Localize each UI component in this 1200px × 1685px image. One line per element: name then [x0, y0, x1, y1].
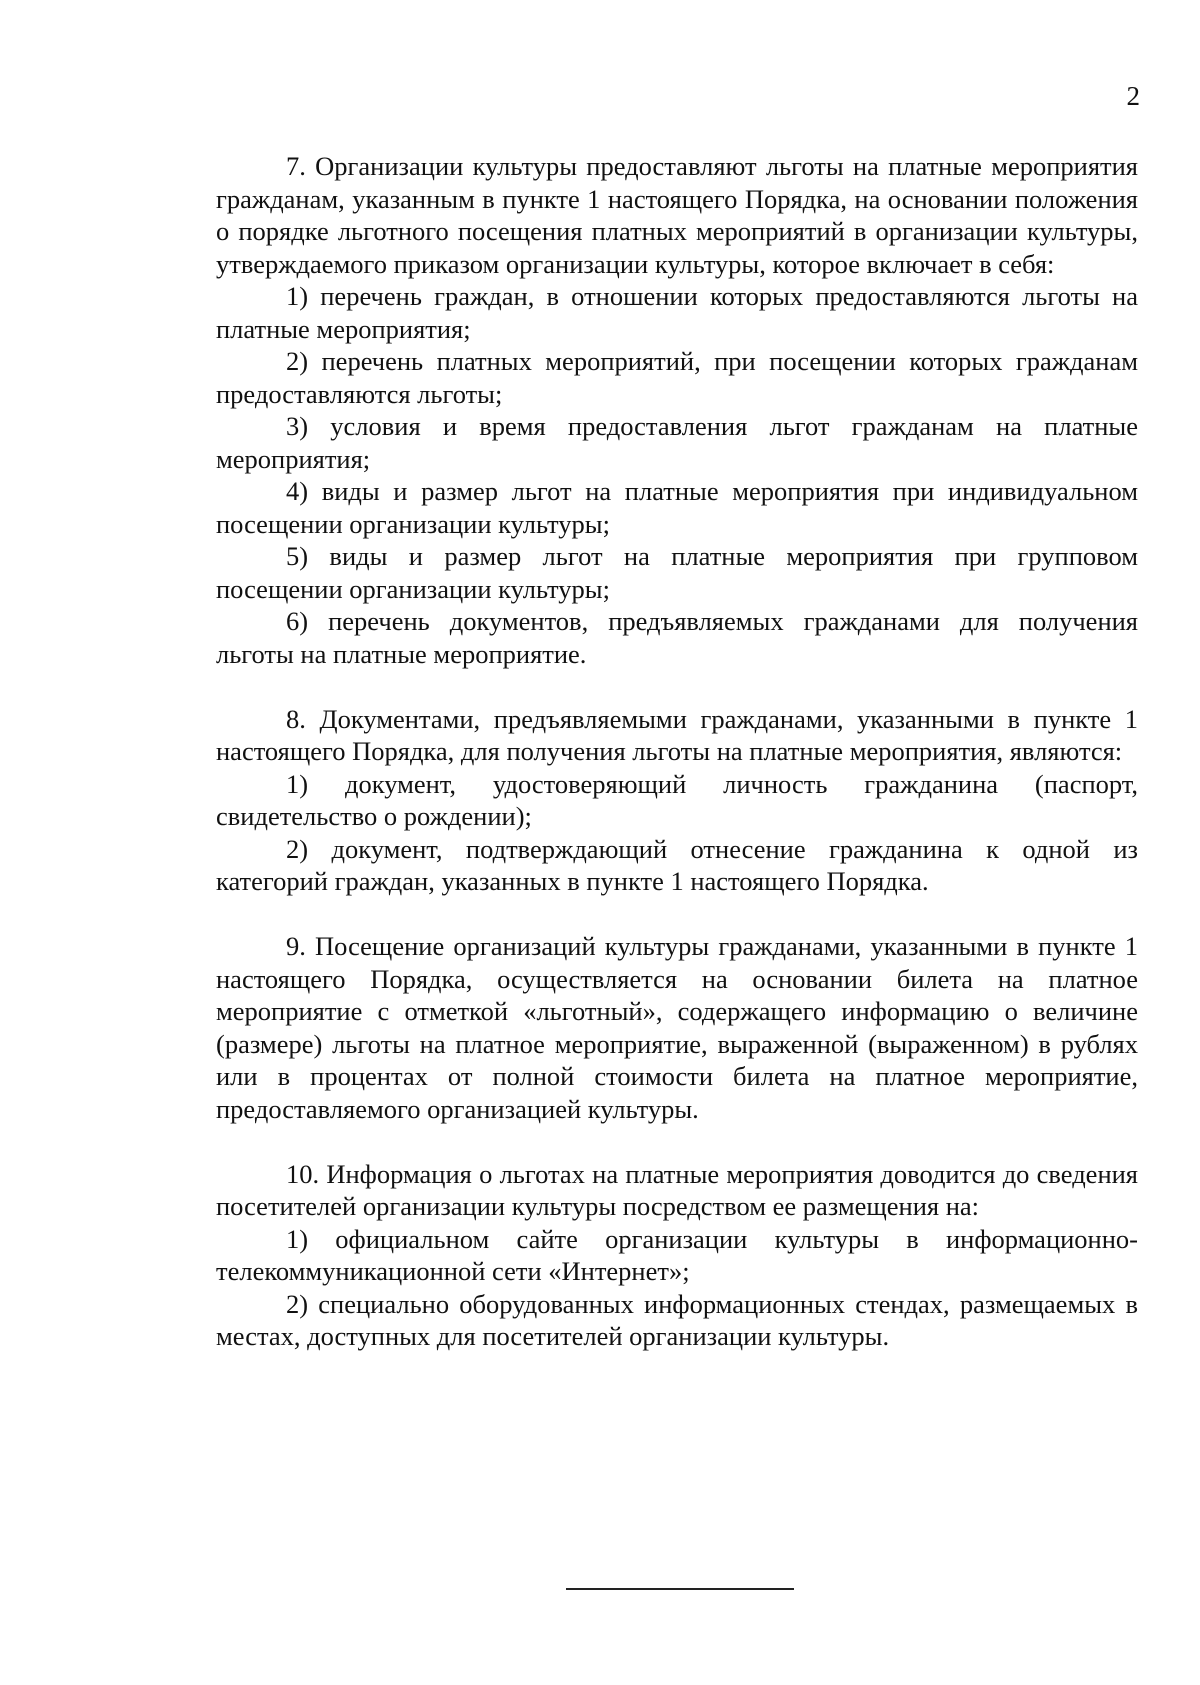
list-item: 4) виды и размер льгот на платные мероприятия при индивидуальном посещении организации культуры; [216, 476, 1138, 539]
list-item: 3) условия и время предоставления льгот гражданам на платные мероприятия; [216, 411, 1138, 474]
list-item: 1) официальном сайте организации культуры в информационно-телекоммуникационной сети «Интернет»; [216, 1223, 1138, 1286]
paragraph: 7. Организации культуры предоставляют льготы на платные мероприятия гражданам, указанным в пункте 1 настоящего Порядка, на основании положения о порядке льготного посещения платных мероприятий в организации культуры, утверждаемого приказом организации культуры, которое включает в себя: [216, 151, 1138, 279]
list-item: 1) перечень граждан, в отношении которых предоставляются льготы на платные мероприятия; [216, 281, 1138, 344]
paragraph: 10. Информация о льготах на платные мероприятия доводится до сведения посетителей организации культуры посредством ее размещения на: [216, 1158, 1138, 1221]
paragraph: 8. Документами, предъявляемыми гражданами, указанными в пункте 1 настоящего Порядка, для получения льготы на платные мероприятия, являются: [216, 703, 1138, 766]
end-of-document-rule [566, 1588, 794, 1590]
paragraph: 9. Посещение организаций культуры гражданами, указанными в пункте 1 настоящего Порядка, осуществляется на основании билета на платное мероприятие с отметкой «льготный», содержащего информацию о величине (размере) льготы на платное мероприятие, выраженной (выраженном) в рублях или в процентах от полной стоимости билета на платное мероприятие, предоставляемого организацией культуры. [216, 931, 1138, 1124]
section-item-9 [216, 930, 1138, 1125]
list-item: 2) перечень платных мероприятий, при посещении которых гражданам предоставляются льготы; [216, 346, 1138, 409]
document-body [216, 150, 1138, 1353]
list-item: 2) документ, подтверждающий отнесение гражданина к одной из категорий граждан, указанных в пункте 1 настоящего Порядка. [216, 833, 1138, 896]
list-item: 1) документ, удостоверяющий личность гражданина (паспорт, свидетельство о рождении); [216, 768, 1138, 831]
section-item-10 [216, 1158, 1138, 1353]
section-item-7 [216, 150, 1138, 670]
list-item: 6) перечень документов, предъявляемых гражданами для получения льготы на платные мероприятие. [216, 606, 1138, 669]
section-item-8 [216, 703, 1138, 898]
list-item: 2) специально оборудованных информационных стендах, размещаемых в местах, доступных для посетителей организации культуры. [216, 1288, 1138, 1351]
page-number: 2 [1126, 81, 1140, 111]
list-item: 5) виды и размер льгот на платные мероприятия при групповом посещении организации культуры; [216, 541, 1138, 604]
